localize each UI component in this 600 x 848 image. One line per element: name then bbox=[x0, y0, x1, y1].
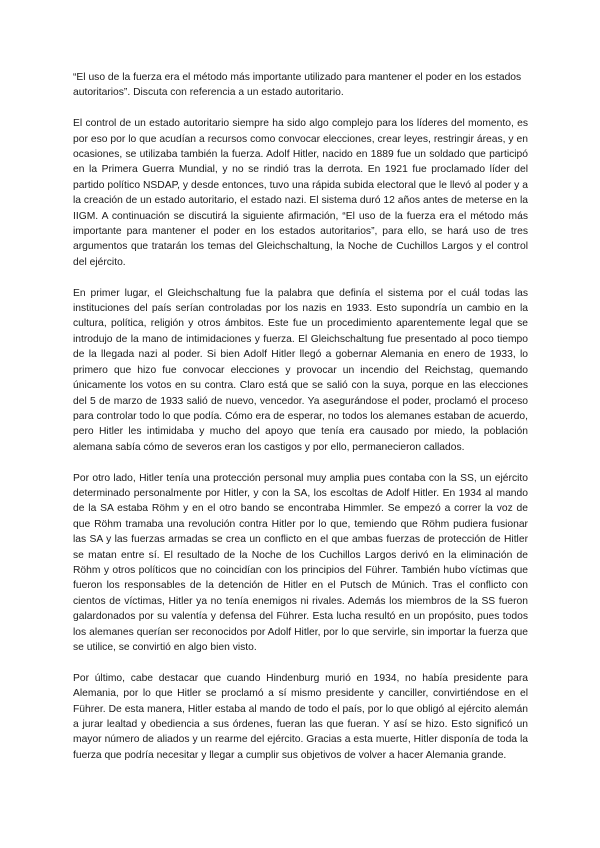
essay-prompt: “El uso de la fuerza era el método más importante utilizado para mantener el poder en los estados autoritarios”. Discuta con referencia a un estado autoritario. bbox=[73, 72, 522, 99]
paragraph-gleichschaltung: En primer lugar, el Gleichschaltung fue la palabra que definía el sistema por el cuál todas las instituciones del país serían controladas por los nazis en 1933. Esto supondría un cambio en la cultura, política, religión y otros ámbitos. Este fue un procedimiento aparentemente legal que se introdujo de la mano de intimidaciones y fuerza. El Gleichschaltung fue presentado al poco tiempo de la llegada nazi al poder. Si bien Adolf Hitler llegó a gobernar Alemania en enero de 1933, lo primero que hizo fue convocar elecciones y provocar un incendio del Reichstag, quemando únicamente los votos en su contra. Claro está que se salió con la suya, porque en las elecciones del 5 de marzo de 1933 salió de nuevo, vencedor. Ya asegurándose el poder, proclamó el proceso para controlar todo lo que podía. Cómo era de esperar, no todos los alemanes estaban de acuerdo, pero Hitler les intimidaba y mucho del apoyo que tenía era causado por miedo, la población alemana sabía cómo de severos eran los castigos y por ello, permanecieron callados. bbox=[73, 287, 528, 453]
document-page bbox=[73, 70, 528, 779]
paragraph-introduction: El control de un estado autoritario siempre ha sido algo complejo para los líderes del momento, es por eso por lo que acudían a recursos como convocar elecciones, crear leyes, restringir áreas, y en ocasiones, se utilizaba también la fuerza. Adolf Hitler, nacido en 1889 fue un soldado que participó en la Primera Guerra Mundial, y no se rindió tras la derrota. En 1921 fue proclamado líder del partido político NSDAP, y desde entonces, tuvo una rápida subida electoral que le llevó al poder y a la creación de un estado autoritario, el estado nazi. El sistema duró 12 años antes de meterse en la IIGM. A continuación se discutirá la siguiente afirmación, “El uso de la fuerza era el método más importante para mantener el poder en los estados autoritarios”, para ello, se hará uso de tres argumentos que tratarán los temas del Gleichschaltung, la Noche de Cuchillos Largos y el control del ejército. bbox=[73, 118, 528, 268]
paragraph-army-control: Por último, cabe destacar que cuando Hindenburg murió en 1934, no había presidente para Alemania, por lo que Hitler se proclamó a sí mismo presidente y canciller, convirtiéndose en el Führer. De esta manera, Hitler estaba al mando de todo el país, por lo que obligó al ejército alemán a jurar lealtad y obediencia a sus órdenes, fueran las que fueran. Y así se hizo. Esto significó un mayor número de aliados y un rearme del ejército. Gracias a esta muerte, Hitler disponía de toda la fuerza que podría necesitar y llegar a cumplir sus objetivos de volver a hacer Alemania grande. bbox=[73, 672, 528, 761]
paragraph-night-of-long-knives: Por otro lado, Hitler tenía una protección personal muy amplia pues contaba con la SS, un ejército determinado personalmente por Hitler, y con la SA, los escoltas de Adolf Hitler. En 1934 al mando de la SA estaba Röhm y en el otro bando se encontraba Himmler. Se empezó a correr la voz de que Röhm tramaba una revolución contra Hitler por lo que, temiendo que Röhm pudiera fusionar las SA y las fuerzas armadas se crea un conflicto en el que ambas fuerzas de protección de Hitler se matan entre sí. El resultado de la Noche de los Cuchillos Largos derivó en la eliminación de Röhm y otros políticos que no coincidían con los principios del Führer. También hubo víctimas que fueron los responsables de la detención de Hitler en el Putsch de Múnich. Tras el conflicto con cientos de víctimas, Hitler ya no tenía enemigos ni rivales. Además los miembros de la SS fueron galardonados por su valentía y defensa del Führer. Esta lucha resultó en un propósito, pues todos los alemanes querían ser reconocidos por Adolf Hitler, por lo que servirle, sin importar la fuerza que se utilice, se convirtió en algo bien visto. bbox=[73, 472, 528, 653]
